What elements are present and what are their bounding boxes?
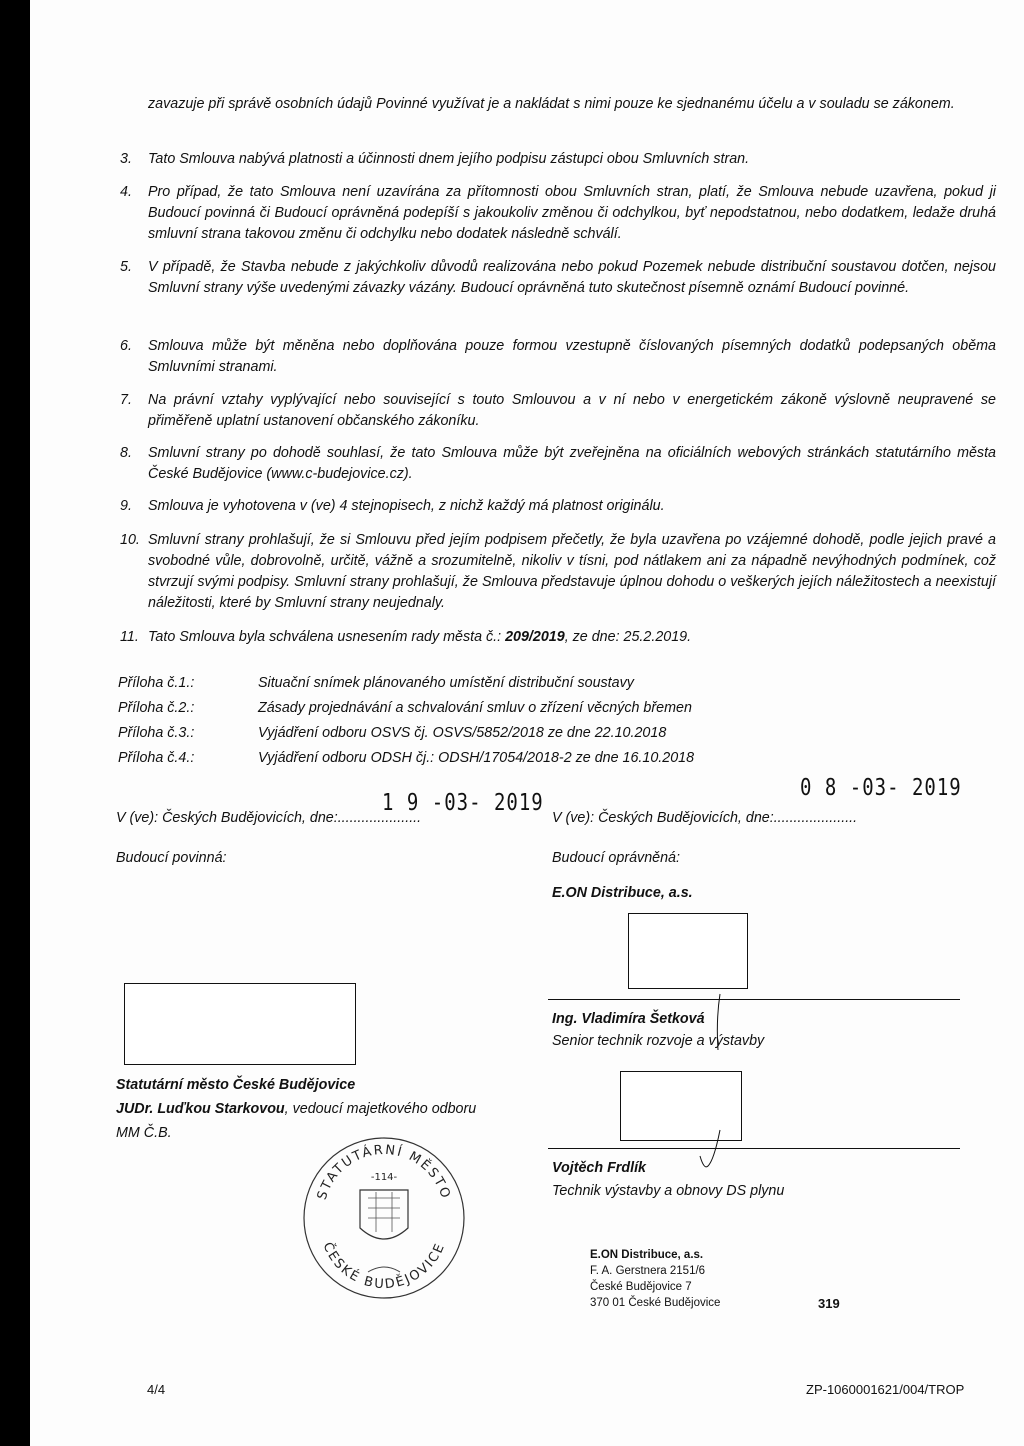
signer2-title: Technik výstavby a obnovy DS plynu <box>552 1183 785 1199</box>
document-page: zavazuje při správě osobních údajů Povinné využívat je a nakládat s nimi pouze ke sjednanému účelu a v souladu se zákonem. 3. Tato Smlouva nabývá platnosti a účinnosti dnem jejího podpisu zástupci obou Smluvních stran. 4. Pro případ, že tato Smlouva není uzavírána za přítomnosti obou Smluvních stran, platí, že Smlouva nebude uzavřena, pokud ji Budoucí povinná či Budoucí oprávněná podepíší s jakoukoliv změnou či odchylkou, byť nepodstatnou, nebo dodatkem, ledaže druhá smluvní strana takovou změnu či odchylku nebo dodatek následně schválí. 5. V případě, že Stavba nebude z jakýchkoliv důvodů realizována nebo pokud Pozemek nebude distribuční soustavou dotčen, nejsou Smluvní strany výše uvedenými závazky vázány. Budoucí oprávněná tuto skutečnost písemně oznámí Budoucí povinné. 6. Smlouva může být měněna nebo doplňována pouze formou vzestupně číslovaných písemných dodatků podepsaných oběma Smluvními stranami. 7. Na právní vztahy vyplývající nebo související s touto Smlouvou a v ní nebo v energetickém zákoně výslovně neupravené se přiměřeně uplatní ustanovení občanského zákoníku. 8. Smluvní strany po dohodě souhlasí, že tato Smlouva může být zveřejněna na oficiálních webových stránkách statutárního města České Budějovice (www.c-budejovice.cz). 9. Smlouva je vyhotovena v (ve) 4 stejnopisech, z nichž každý má platnost originálu. 10. Smluvní strany prohlašují, že si Smlouvu před jejím podpisem přečetly, že byla uzavřena po vzájemné dohodě, podle jejich pravé a svobodné vůle, dobrovolně, určitě, vážně a srozumitelně, nikoliv v tísni, pod nátlakem ani za nápadně nevýhodných podmínek, což stvrzují svými podpisy. Smluvní strany prohlašují, že Smlouva představuje úplnou dohodu o veškerých jejích náležitostech a neexistují náležitosti, které by Smluvní strany neujednaly. 11. Tato Smlouva byla schválena usnesením rady města č.: 209/2019, ze dne: 25.2.2019. Příloha č.1.: Situační snímek plánovaného umístění distribuční soustavy Příloha č.2.: Zásady projednávání a schvalování smluv o zřízení věcných břemen Příloha č.3.: Vyjádření odboru OSVS čj. OSVS/5852/2018 ze dne 22.10.2018 Příloha č.4.: Vyjádření odboru ODSH čj.: ODSH/17054/2018-2 ze dne 16.10.2018 1 9 -03- 2019 0 8 -03- 2019 V (ve): Českých Budějovicích, dne:..................... Budoucí povinná: Statutární město České Budějovice JUDr. Luďkou Starkovou, vedoucí majetkového odboru MM Č.B. STATUTÁRNÍ MĚSTO ČESKÉ BUDĚJOVICE -114- V (ve): Českých Budějovicích, dne:..................... Budoucí oprávněná: E.ON Distribuce, a.s. Ing. Vladimíra Šetková Senior technik rozvoje a výstavby Vojtěch Frdlík Technik výstavby a obnovy DS plynu E.ON Distribuce, a.s. F. A. Gerstnera 2151/6 České Budějovice 7 370 01 České Budějovice 319 4/4 ZP-1060001621/004/TROP <box>30 0 1024 1446</box>
date-stamp-left: 1 9 -03- 2019 <box>382 789 544 817</box>
signature-line <box>548 999 960 1000</box>
paragraph-11: 11. Tato Smlouva byla schválena usnesením rady města č.: 209/2019, ze dne: 25.2.2019. <box>120 627 996 648</box>
attachment-text: Situační snímek plánovaného umístění distribuční soustavy <box>258 675 634 691</box>
paragraph-2-continuation: zavazuje při správě osobních údajů Povinné využívat je a nakládat s nimi pouze ke sjednanému účelu a v souladu se zákonem. <box>148 96 955 112</box>
place-date-right: V (ve): Českých Budějovicích, dne:..................... <box>552 810 858 826</box>
company-right: E.ON Distribuce, a.s. <box>552 885 693 901</box>
paragraph-10: 10. Smluvní strany prohlašují, že si Smlouvu před jejím podpisem přečetly, že byla uzavřena po vzájemné dohodě, podle jejich pravé a svobodné vůle, dobrovolně, určitě, vážně a srozumitelně, nikoliv v tísni, pod nátlakem ani za nápadně nevýhodných podmínek, což stvrzují svými podpisy. Smluvní strany prohlašují, že Smlouva představuje úplnou dohodu o veškerých jejích náležitostech a neexistují náležitosti, které by Smluvní strany neujednaly. <box>120 532 996 611</box>
paragraph-8: 8. Smluvní strany po dohodě souhlasí, že tato Smlouva může být zveřejněna na oficiálních webových stránkách statutárního města České Budějovice (www.c-budejovice.cz). <box>120 445 996 482</box>
paragraph-6: 6. Smlouva může být měněna nebo doplňována pouze formou vzestupně číslovaných písemných dodatků podepsaných oběma Smluvními stranami. <box>120 338 996 375</box>
seal-number: -114- <box>370 1172 398 1183</box>
resolution-number: 209/2019 <box>505 629 565 645</box>
attachment-text: Vyjádření odboru ODSH čj.: ODSH/17054/2018-2 ze dne 16.10.2018 <box>258 750 695 766</box>
paragraph-9: 9. Smlouva je vyhotovena v (ve) 4 stejnopisech, z nichž každý má platnost originálu. <box>120 496 996 517</box>
signature-line <box>548 1148 960 1149</box>
paragraph-number: 3. <box>120 151 132 167</box>
stamp-number: 319 <box>818 1296 840 1311</box>
paragraph-7: 7. Na právní vztahy vyplývající nebo související s touto Smlouvou a v ní nebo v energetickém zákoně výslovně neupravené se přiměřeně uplatní ustanovení občanského zákoníku. <box>120 392 996 429</box>
attachment-label: Příloha č.3.: <box>118 725 195 741</box>
paragraph-number: 5. <box>120 259 132 275</box>
representative-left: JUDr. Luďkou Starkovou, vedoucí majetkového odboru <box>116 1101 477 1117</box>
document-reference: ZP-1060001621/004/TROP <box>806 1382 965 1397</box>
attachment-label: Příloha č.1.: <box>118 675 195 691</box>
org-left: Statutární město České Budějovice <box>116 1077 356 1093</box>
paragraph-number: 7. <box>120 392 132 408</box>
role-left: Budoucí povinná: <box>116 850 227 866</box>
date-stamp-right: 0 8 -03- 2019 <box>800 774 962 802</box>
paragraph-number: 8. <box>120 445 132 461</box>
org-abbr-left: MM Č.B. <box>116 1125 172 1141</box>
signer2-name: Vojtěch Frdlík <box>552 1160 647 1176</box>
redacted-signature-right-1 <box>628 913 748 989</box>
signer1-title: Senior technik rozvoje a výstavby <box>552 1033 765 1049</box>
signer1-name: Ing. Vladimíra Šetková <box>552 1011 705 1027</box>
paragraph-4: 4. Pro případ, že tato Smlouva není uzavírána za přítomnosti obou Smluvních stran, platí, že Smlouva nebude uzavřena, pokud ji Budoucí povinná či Budoucí oprávněná podepíší s jakoukoliv změnou či odchylkou, byť nepodstatnou, nebo dodatkem, ledaže druhá smluvní strana takovou změnu či odchylku nebo dodatek následně schválí. <box>120 184 996 242</box>
handwritten-signature-icon <box>690 990 750 1180</box>
place-date-left: V (ve): Českých Budějovicích, dne:..................... <box>116 810 422 826</box>
redacted-signature-left <box>124 983 356 1065</box>
city-seal-icon <box>298 1122 468 1302</box>
paragraph-3: 3. Tato Smlouva nabývá platnosti a účinnosti dnem jejího podpisu zástupci obou Smluvních stran. <box>120 149 996 170</box>
attachment-text: Zásady projednávání a schvalování smluv o zřízení věcných břemen <box>258 700 692 716</box>
paragraph-number: 9. <box>120 498 132 514</box>
paragraph-5: 5. V případě, že Stavba nebude z jakýchkoliv důvodů realizována nebo pokud Pozemek nebude distribuční soustavou dotčen, nejsou Smluvní strany výše uvedenými závazky vázány. Budoucí oprávněná tuto skutečnost písemně oznámí Budoucí povinné. <box>120 259 996 296</box>
seal-top-text: STATUTÁRNÍ MĚSTO <box>314 1142 454 1202</box>
attachment-label: Příloha č.2.: <box>118 700 195 716</box>
paragraph-number: 10. <box>120 532 140 548</box>
paragraph-number: 4. <box>120 184 132 200</box>
attachment-label: Příloha č.4.: <box>118 750 195 766</box>
seal-bottom-text: ČESKÉ BUDĚJOVICE <box>319 1240 449 1293</box>
attachment-text: Vyjádření odboru OSVS čj. OSVS/5852/2018 ze dne 22.10.2018 <box>258 725 667 741</box>
paragraph-number: 6. <box>120 338 132 354</box>
paragraph-number: 11. <box>120 629 139 645</box>
role-right: Budoucí oprávněná: <box>552 850 680 866</box>
page-number: 4/4 <box>147 1382 166 1397</box>
